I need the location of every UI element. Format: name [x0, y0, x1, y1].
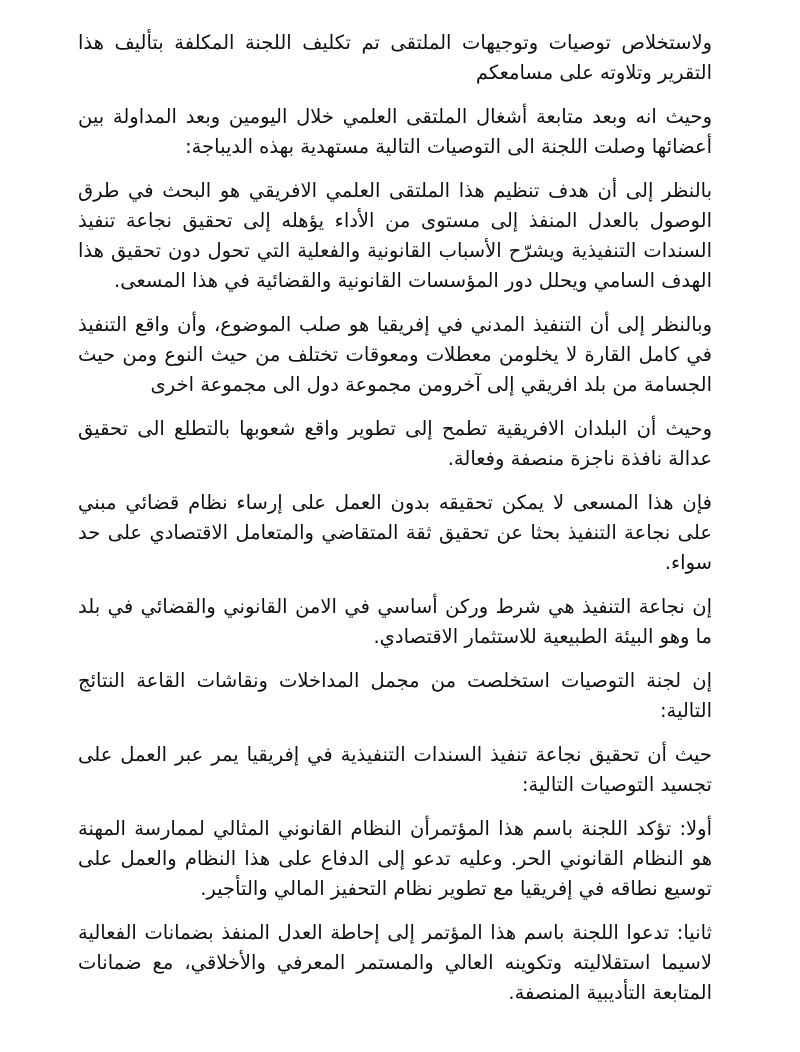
- paragraph-preamble: وحيث انه وبعد متابعة أشغال الملتقى العلمي خلال اليومين وبعد المداولة بين أعضائها وصلت اللجنة الى التوصيات التالية مستهدية بهذه الديباجة:: [78, 105, 712, 158]
- paragraph-legal-security: إن نجاعة التنفيذ هي شرط وركن أساسي في الامن القانوني والقضائي في بلد ما وهو البيئة الطبيعية للاستثمار الاقتصادي.: [78, 595, 712, 648]
- paragraph-recommendations-intro: حيث أن تحقيق نجاعة تنفيذ السندات التنفيذية في إفريقيا يمر عبر العمل على تجسيد التوصيات التالية:: [78, 743, 712, 796]
- paragraph-introduction: ولاستخلاص توصيات وتوجيهات الملتقى تم تكليف اللجنة المكلفة بتأليف هذا التقرير وتلاوته على مسامعكم: [78, 31, 712, 84]
- paragraph-judicial-system: فإن هذا المسعى لا يمكن تحقيقه بدون العمل على إرساء نظام قضائي مبني على نجاعة التنفيذ بحثا عن تحقيق ثقة المتقاضي والمتعامل الاقتصادي على حد سواء.: [78, 491, 712, 574]
- paragraph-civil-enforcement: وبالنظر إلى أن التنفيذ المدني في إفريقيا هو صلب الموضوع، وأن واقع التنفيذ في كامل القارة لا يخلومن معطلات ومعوقات تختلف من حيث النوع ومن حيث الجسامة من بلد افريقي إلى آخرومن مجموعة دول الى مجموعة اخرى: [78, 313, 712, 396]
- document-page: [78, 28, 712, 1022]
- paragraph-recommendation-second: ثانيا: تدعوا اللجنة باسم هذا المؤتمر إلى إحاطة العدل المنفذ بضمانات الفعالية لاسيما استقلاليته وتكوينه العالي والمستمر المعرفي والأخلاقي، مع ضمانات المتابعة التأديبية المنصفة.: [78, 921, 712, 1004]
- paragraph-conference-goal: بالنظر إلى أن هدف تنظيم هذا الملتقى العلمي الافريقي هو البحث في طرق الوصول بالعدل المنفذ إلى مستوى من الأداء يؤهله إلى تحقيق نجاعة تنفيذ السندات التنفيذية ويشرّح الأسباب القانونية والفعلية التي تحول دون تحقيق هذا الهدف السامي ويحلل دور المؤسسات القانونية والقضائية في هذا المسعى.: [78, 179, 712, 292]
- paragraph-african-countries: وحيث أن البلدان الافريقية تطمح إلى تطوير واقع شعوبها بالتطلع الى تحقيق عدالة نافذة ناجزة منصفة وفعالة.: [78, 417, 712, 470]
- paragraph-committee-results: إن لجنة التوصيات استخلصت من مجمل المداخلات ونقاشات القاعة النتائج التالية:: [78, 669, 712, 722]
- paragraph-recommendation-first: أولا: تؤكد اللجنة باسم هذا المؤتمرأن النظام القانوني المثالي لممارسة المهنة هو النظام القانوني الحر. وعليه تدعو إلى الدفاع على هذا النظام والعمل على توسيع نطاقه في إفريقيا مع تطوير نظام التحفيز المالي والتأجير.: [78, 817, 712, 900]
